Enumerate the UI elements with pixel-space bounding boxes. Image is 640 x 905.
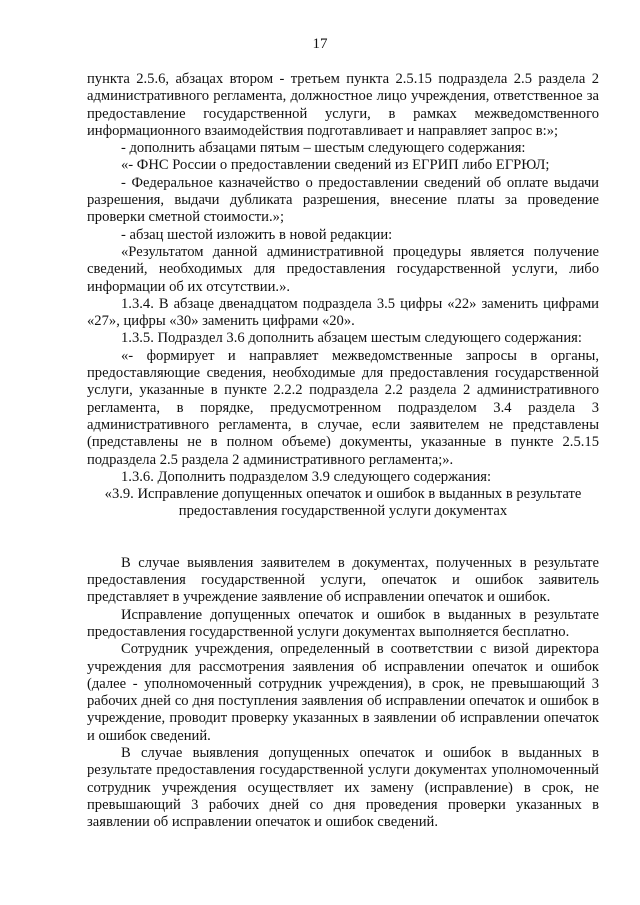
paragraph-fns-item: «- ФНС России о предоставлении сведений из ЕГРИП либо ЕГРЮЛ; <box>121 157 550 174</box>
paragraph-requests: «- формирует и направляет межведомственные запросы в органы, предоставляющие сведения, необходимые для предоставления государственной услуги, указанные в пункте 2.2.2 подраздела 2.2 раздела 2 административного регламента, в порядке, предусмотренном подразделом 3.4 раздела 3 административного регламента, в случае, если заявителем не представлены (представлены не в полном объеме) документы, указанные в пункте 2.5.15 подраздела 2.5 раздела 2 административного регламента;». <box>87 347 599 468</box>
paragraph-1-3-5: 1.3.5. Подраздел 3.6 дополнить абзацем шестым следующего содержания: <box>121 330 582 347</box>
section-title-line-2: предоставления государственной услуги документах <box>178 503 508 520</box>
body-paragraph-employee: Сотрудник учреждения, определенный в соответствии с визой директора учреждения для рассмотрения заявления об исправлении опечаток и ошибок (далее - уполномоченный сотрудник учреждения), в срок, не превышающий 3 рабочих дней со дня поступления заявления об исправлении опечаток и ошибок в учреждение, проводит проверку указанных в заявлении об исправлении опечаток и ошибок сведений. <box>87 641 599 744</box>
page-number: 17 <box>312 36 328 52</box>
body-paragraph-applicant: В случае выявления заявителем в документах, полученных в результате предоставления государственной услуги, опечаток и ошибок заявитель представляет в учреждение заявление об исправлении опечаток и ошибок. <box>87 554 599 606</box>
paragraph-amendment-2: - абзац шестой изложить в новой редакции: <box>121 226 393 243</box>
paragraph-amendment-1: - дополнить абзацами пятым – шестым следующего содержания: <box>121 140 526 157</box>
paragraph-continuation: пункта 2.5.6, абзацах втором - третьем пункта 2.5.15 подраздела 2.5 раздела 2 административного регламента, должностное лицо учреждения, ответственное за предоставление государственной услуги, в рамках межведомственного информационного взаимодействия подготавливает и направляет запрос в:»; <box>87 71 599 139</box>
body-paragraph-free: Исправление допущенных опечаток и ошибок в выданных в результате предоставления государственной услуги документах выполняется бесплатно. <box>87 606 599 640</box>
document-body <box>87 71 599 831</box>
paragraph-1-3-4: 1.3.4. В абзаце двенадцатом подраздела 3.5 цифры «22» заменить цифрами «27», цифры «30» заменить цифрами «20». <box>87 295 599 330</box>
paragraph-treasury-item: - Федеральное казначейство о предоставлении сведений об оплате выдачи разрешения, выдачи дубликата разрешения, внесение платы за проведение проверки сметной стоимости.»; <box>87 174 599 226</box>
section-title-line-1: «3.9. Исправление допущенных опечаток и ошибок в выданных в результате <box>104 486 582 503</box>
paragraph-result: «Результатом данной административной процедуры является получение сведений, необходимых для предоставления государственной услуги, либо информации об их отсутствии.». <box>87 243 599 295</box>
paragraph-1-3-6: 1.3.6. Дополнить подразделом 3.9 следующего содержания: <box>121 468 492 485</box>
body-paragraph-replacement: В случае выявления допущенных опечаток и ошибок в выданных в результате предоставления государственной услуги документах уполномоченный сотрудник учреждения осуществляет их замену (исправление) в срок, не превышающий 3 рабочих дней со дня проведения проверки указанных в заявлении об исправлении опечаток и ошибок сведений. <box>87 744 599 831</box>
